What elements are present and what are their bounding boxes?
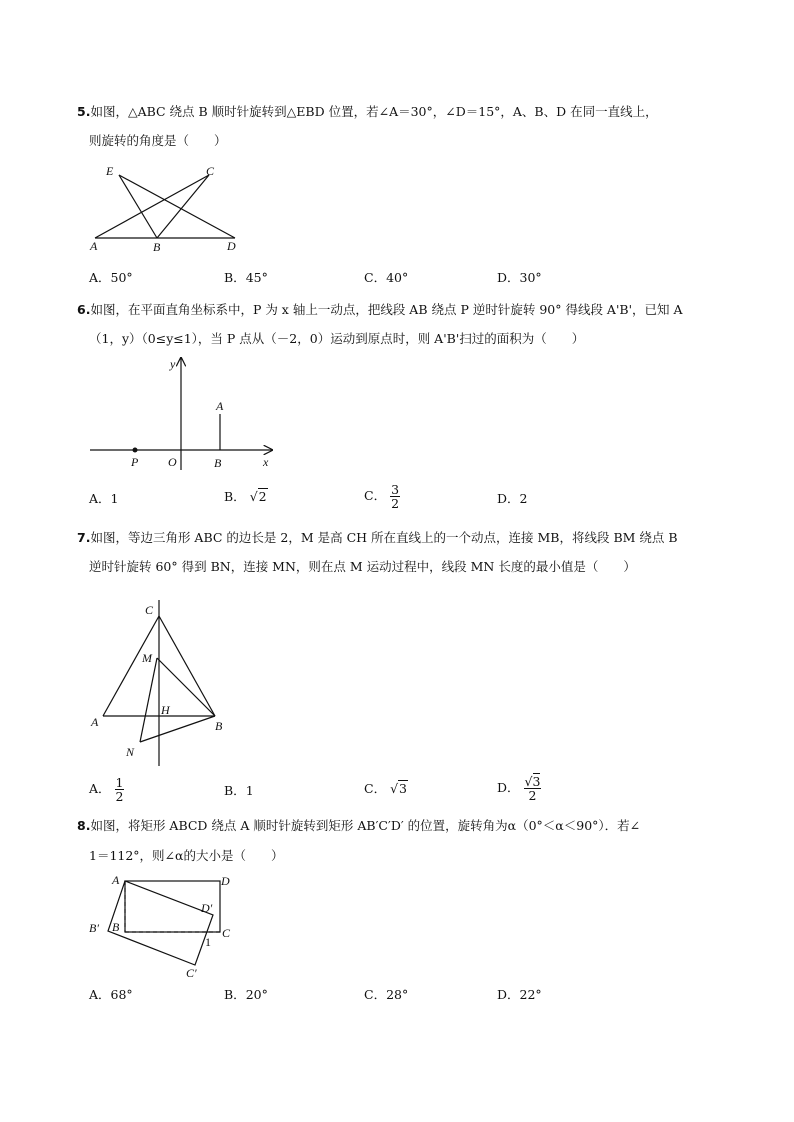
q7-option-d-key: D．	[497, 780, 520, 795]
q6-option-a-key: A．	[89, 491, 111, 506]
q7-label-n: N	[126, 745, 135, 759]
q6-option-b[interactable]	[224, 489, 268, 505]
q7-option-d-radicand: 3	[532, 774, 541, 789]
q7-option-b-key: B．	[224, 783, 246, 798]
q5-option-b-key: B．	[224, 270, 246, 285]
q8-figure	[85, 868, 245, 983]
q5-line2: 则旋转的角度是（ ）	[89, 133, 227, 148]
q6-option-d[interactable]	[497, 491, 527, 507]
q8-option-c-text: 28°	[386, 987, 409, 1002]
q7-option-c-sqrt: √3	[390, 781, 407, 796]
q8-option-d[interactable]	[497, 987, 542, 1003]
q7-figure	[85, 590, 235, 770]
q7-option-c-key: C．	[364, 781, 387, 796]
q6-option-d-key: D．	[497, 491, 520, 506]
q6-label-o: O	[168, 455, 177, 469]
q8-label-a: A	[112, 873, 120, 887]
q7-option-a-denominator: 2	[115, 789, 124, 804]
q5-option-d[interactable]	[497, 270, 542, 286]
q7-label-a: A	[91, 715, 99, 729]
q5-option-c-key: C．	[364, 270, 387, 285]
q6-option-b-key: B．	[224, 489, 246, 504]
q8-option-b-text: 20°	[245, 987, 268, 1002]
q5-option-d-key: D．	[497, 270, 520, 285]
q6-option-d-text: 2	[519, 491, 528, 506]
q6-point-p	[133, 448, 138, 453]
q6-option-a-text: 1	[110, 491, 119, 506]
q8-number: 8.	[77, 818, 91, 833]
q6-label-y: y	[170, 357, 176, 371]
q8-option-d-key: D．	[497, 987, 520, 1002]
q6-option-c[interactable]	[364, 483, 400, 510]
q7-number: 7.	[77, 530, 91, 545]
q6-number: 6.	[77, 302, 91, 317]
q8-label-c: C	[222, 926, 231, 940]
q7-label-c: C	[145, 603, 154, 617]
q6-option-c-denominator: 2	[391, 496, 400, 511]
q7-label-b: B	[215, 719, 223, 733]
q8-label-c-prime: C′	[186, 966, 197, 980]
q8-option-a[interactable]	[89, 987, 133, 1003]
q7-seg-nb	[140, 716, 215, 742]
q6-line2: （1，y）（0≤y≤1），当 P 点从（－2，0）运动到原点时，则 A'B'扫过的面积为（ ）	[89, 331, 585, 346]
q6-label-x: x	[263, 455, 269, 469]
q5-option-b-text: 45°	[245, 270, 268, 285]
q8-option-a-text: 68°	[110, 987, 133, 1002]
q8-label-angle-1: 1	[205, 935, 211, 949]
q6-option-c-numerator: 3	[391, 482, 400, 497]
q8-option-c-key: C．	[364, 987, 387, 1002]
q7-label-m: M	[142, 651, 152, 665]
q7-label-h: H	[161, 703, 170, 717]
q5-option-a-text: 50°	[110, 270, 133, 285]
q5-option-b[interactable]	[224, 270, 268, 286]
q7-option-d[interactable]	[497, 775, 541, 802]
q7-option-a[interactable]	[89, 776, 124, 803]
q8-option-d-text: 22°	[519, 987, 542, 1002]
q7-text-line1: 如图，等边三角形 ABC 的边长是 2，M 是高 CH 所在直线上的一个动点，连接 MB，将线段 BM 绕点 B	[90, 530, 678, 545]
q6-label-a: A	[216, 399, 224, 413]
q6-text-line1: 如图，在平面直角坐标系中，P 为 x 轴上一动点，把线段 AB 绕点 P 逆时针旋转 90° 得线段 A'B'，已知 A	[90, 302, 683, 317]
q8-line1	[77, 818, 640, 834]
q7-option-d-fraction	[524, 775, 542, 802]
q5-label-a: A	[90, 239, 98, 253]
q8-label-b: B	[112, 920, 120, 934]
q8-option-b[interactable]	[224, 987, 268, 1003]
q5-seg-bc	[157, 175, 209, 238]
q8-label-d-prime: D′	[201, 901, 213, 915]
q6-option-a[interactable]	[89, 491, 118, 507]
q5-label-e: E	[106, 164, 114, 178]
q6-option-b-radicand: 2	[258, 489, 267, 504]
q7-option-d-denominator: 2	[528, 788, 537, 803]
q5-figure	[85, 160, 265, 255]
q8-label-d: D	[221, 874, 230, 888]
q6-label-p: P	[131, 455, 139, 469]
q7-option-b-text: 1	[245, 783, 254, 798]
q7-seg-mn	[140, 658, 157, 742]
q7-line2: 逆时针旋转 60° 得到 BN，连接 MN，则在点 M 运动过程中，线段 MN 长度的最小值是（ ）	[89, 559, 636, 574]
q5-line1	[77, 104, 658, 120]
q8-option-b-key: B．	[224, 987, 246, 1002]
q6-label-b: B	[214, 456, 222, 470]
q5-option-a-key: A．	[89, 270, 111, 285]
q5-option-c-text: 40°	[386, 270, 409, 285]
q5-label-b: B	[153, 240, 161, 254]
q6-line1	[77, 302, 683, 318]
q6-option-b-sqrt: √2	[249, 489, 267, 504]
q5-text-line1: 如图，△ABC 绕点 B 顺时针旋转到△EBD 位置，若∠A＝30°，∠D＝15°，A、B、D 在同一直线上，	[90, 104, 658, 119]
q7-option-c-radicand: 3	[399, 781, 407, 796]
q5-option-c[interactable]	[364, 270, 408, 286]
q7-line1	[77, 530, 678, 546]
q5-seg-ed	[119, 175, 235, 238]
q7-seg-cb	[159, 616, 215, 716]
q6-option-c-key: C．	[364, 488, 387, 503]
q7-option-a-fraction	[115, 776, 125, 803]
q8-rect-ab-prime	[108, 881, 213, 965]
q5-number: 5.	[77, 104, 91, 119]
q5-option-a[interactable]	[89, 270, 133, 286]
q6-option-c-fraction	[390, 483, 400, 510]
q7-option-c[interactable]	[364, 781, 408, 797]
q7-option-a-numerator: 1	[115, 775, 124, 790]
q5-label-c: C	[206, 164, 215, 178]
q5-option-d-text: 30°	[519, 270, 542, 285]
q7-option-d-numerator: √3	[524, 774, 541, 789]
q8-option-c[interactable]	[364, 987, 408, 1003]
q7-option-b[interactable]	[224, 783, 254, 799]
q5-label-d: D	[227, 239, 236, 253]
q8-label-b-prime: B′	[89, 921, 99, 935]
q7-option-a-key: A．	[89, 781, 111, 796]
q8-option-a-key: A．	[89, 987, 111, 1002]
q7-seg-ac	[103, 616, 159, 716]
q8-text-line1: 如图，将矩形 ABCD 绕点 A 顺时针旋转到矩形 AB′C′D′ 的位置，旋转角为α（0°＜α＜90°）．若∠	[90, 818, 641, 833]
q8-line2: 1＝112°，则∠α的大小是（ ）	[89, 848, 284, 863]
q6-figure	[85, 352, 285, 472]
